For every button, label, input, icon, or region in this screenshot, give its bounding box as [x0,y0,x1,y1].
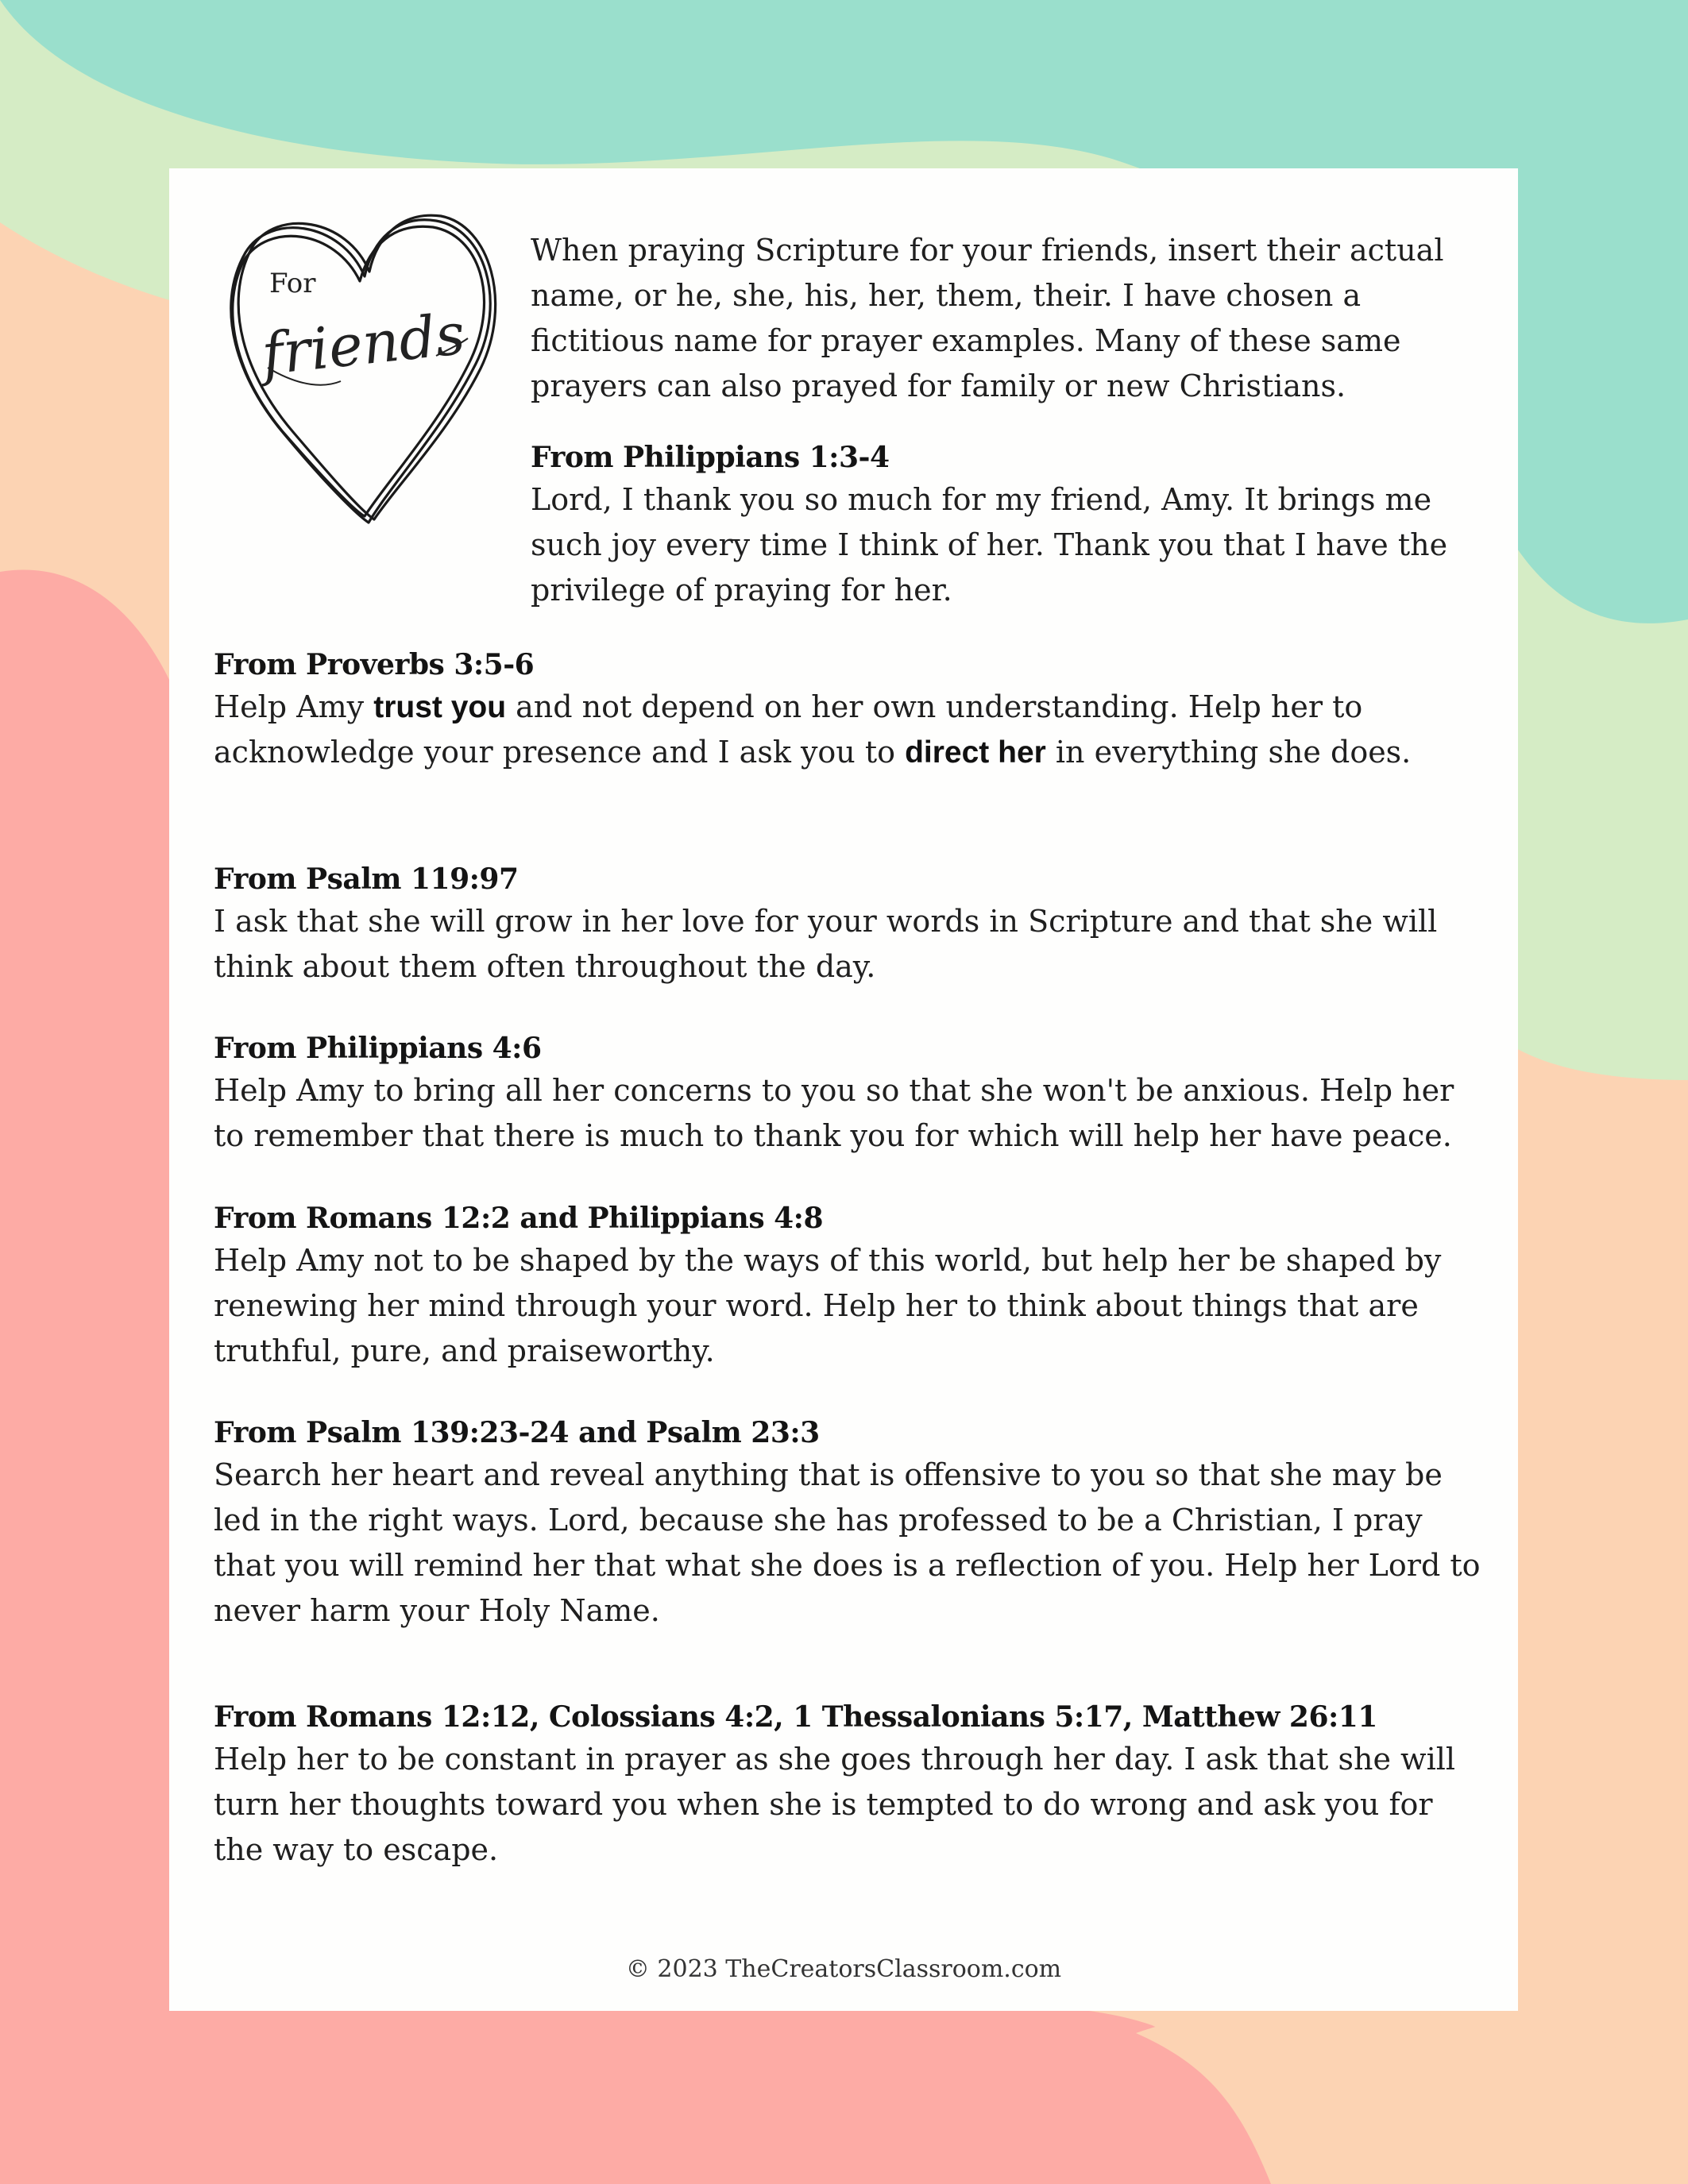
section-psalm-139 [214,1413,1485,1634]
body-text: Help Amy [214,689,374,724]
footer-text: 2023 TheCreatorsClassroom.com [657,1955,1062,1983]
prayer-card [169,168,1518,2011]
section-title: From Romans 12:2 and Philippians 4:8 [214,1202,824,1235]
section-body: Search her heart and reveal anything that is offensive to you so that she may be led in the right ways. Lord, because she has professed to be a Christian, I pray that you will remind her that what she does is a reflection of you. Help her Lord to never harm your Holy Name. [214,1457,1481,1628]
body-text: and not depend on her own understanding. Help her to acknowledge your presence and I ask you to [214,689,1363,770]
section-romans-12-12 [214,1697,1485,1873]
heart-friends-script: friends [258,299,469,388]
section-title: From Psalm 139:23-24 and Psalm 23:3 [214,1416,820,1449]
copyright-symbol: © [625,1955,650,1983]
section-philippians-4 [214,1028,1485,1159]
section-title: From Romans 12:12, Colossians 4:2, 1 Thessalonians 5:17, Matthew 26:11 [214,1700,1377,1734]
bold-phrase: direct her [905,735,1046,770]
section-body: Help Amy to bring all her concerns to you so that she won't be anxious. Help her to remember that there is much to thank you for which will help her have peace. [214,1073,1454,1153]
section-proverbs [214,645,1485,775]
section-title: From Psalm 119:97 [214,862,519,896]
heart-logo [206,197,523,546]
section-psalm-119 [214,859,1485,990]
section-body: Help Amy not to be shaped by the ways of this world, but help her be shaped by renewing her mind through your word. Help her to think about things that are truthful, pure, and praiseworthy. [214,1243,1442,1368]
section-body: I ask that she will grow in her love for your words in Scripture and that she will think about them often throughout the day. [214,904,1438,984]
section-title: From Philippians 1:3-4 [531,441,890,474]
intro-section [531,438,1484,613]
section-body: Lord, I thank you so much for my friend, Amy. It brings me such joy every time I think of her. Thank you that I have the privilege of praying for her. [531,482,1448,608]
section-body [214,685,1485,775]
section-romans-philippians [214,1198,1485,1374]
intro-paragraph: When praying Scripture for your friends, insert their actual name, or he, she, his, her, them, their. I have chosen a fictitious name for prayer examples. Many of these same prayers can also prayed for family or new Christians. [531,233,1444,403]
body-text: in everything she does. [1045,735,1412,770]
section-body: Help her to be constant in prayer as she goes through her day. I ask that she will turn her thoughts toward you when she is tempted to do wrong and ask you for the way to escape. [214,1742,1456,1867]
bold-phrase: trust you [373,690,507,724]
heart-for-text: For [269,268,316,299]
intro-block [531,228,1484,613]
copyright-footer [169,1955,1518,1983]
section-title: From Proverbs 3:5-6 [214,648,535,681]
section-title: From Philippians 4:6 [214,1032,542,1065]
